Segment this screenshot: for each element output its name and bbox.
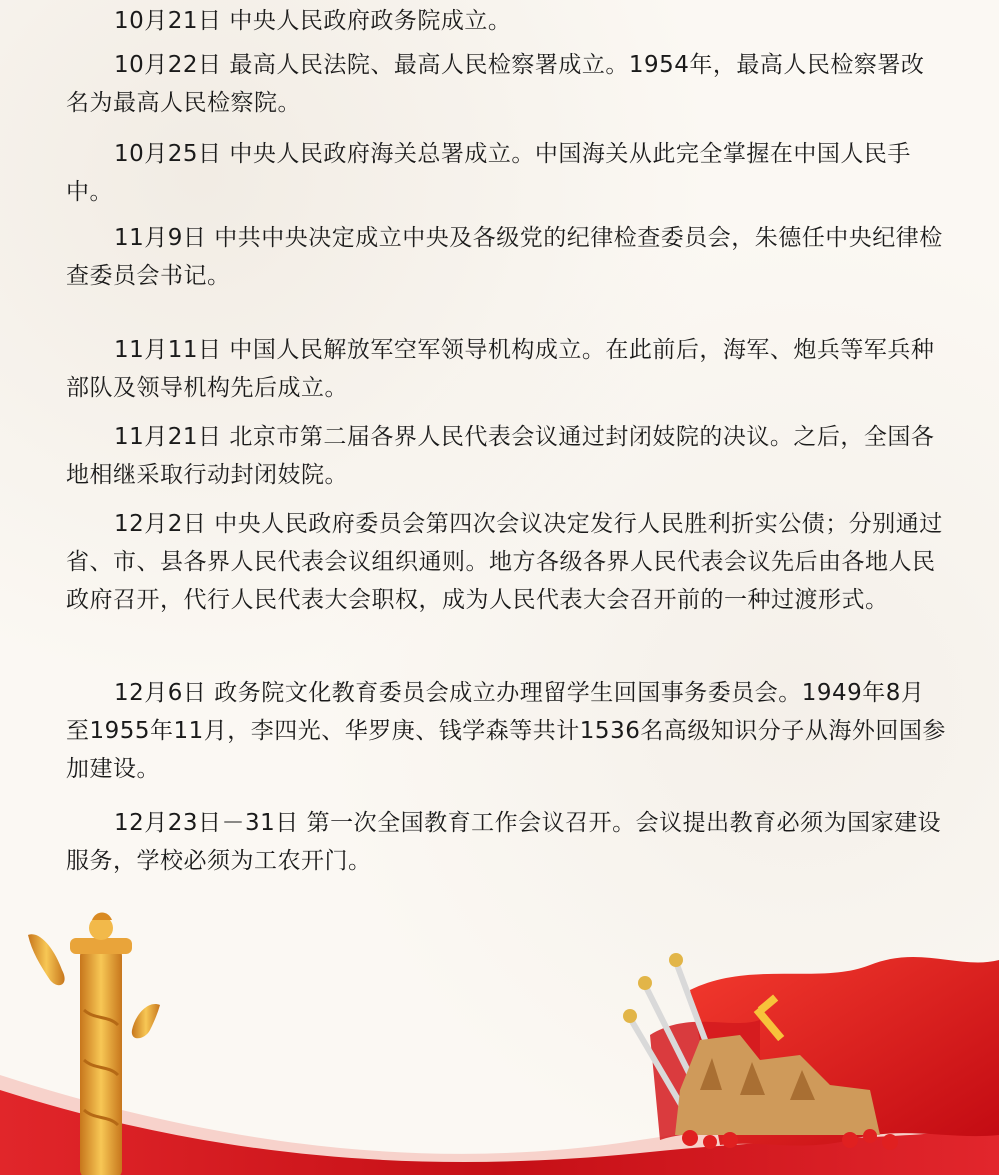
entry-dec23: 12月23日－31日 第一次全国教育工作会议召开。会议提出教育必须为国家建设服务，学校必须为工农开门。: [66, 810, 942, 874]
entry-nov11: 11月11日 中国人民解放军空军领导机构成立。在此前后，海军、炮兵等军兵种部队及领导机构先后成立。: [66, 337, 935, 401]
entry-dec6: 12月6日 政务院文化教育委员会成立办理留学生回国事务委员会。1949年8月至1955年11月，李四光、华罗庚、钱学森等共计1536名高级知识分子从海外回国参加建设。: [66, 680, 946, 782]
entry-nov9: 11月9日 中共中央决定成立中央及各级党的纪律检查委员会，朱德任中央纪律检查委员会书记。: [66, 225, 943, 289]
entry-oct25: 10月25日 中央人民政府海关总署成立。中国海关从此完全掌握在中国人民手中。: [66, 141, 911, 205]
footer-decoration: [0, 890, 999, 1175]
entry-nov21: 11月21日 北京市第二届各界人民代表会议通过封闭妓院的决议。之后，全国各地相继采取行动封闭妓院。: [66, 424, 935, 488]
entry-oct22: 10月22日 最高人民法院、最高人民检察署成立。1954年，最高人民检察署改名为最高人民检察院。: [66, 52, 925, 116]
entry-dec2: 12月2日 中央人民政府委员会第四次会议决定发行人民胜利折实公债；分别通过省、市、县各界人民代表会议组织通则。地方各级各界人民代表会议先后由各地人民政府召开，代行人民代表大会职权，成为人民代表大会召开前的一种过渡形式。: [66, 511, 943, 613]
entry-oct21: 10月21日 中央人民政府政务院成立。: [114, 8, 512, 34]
